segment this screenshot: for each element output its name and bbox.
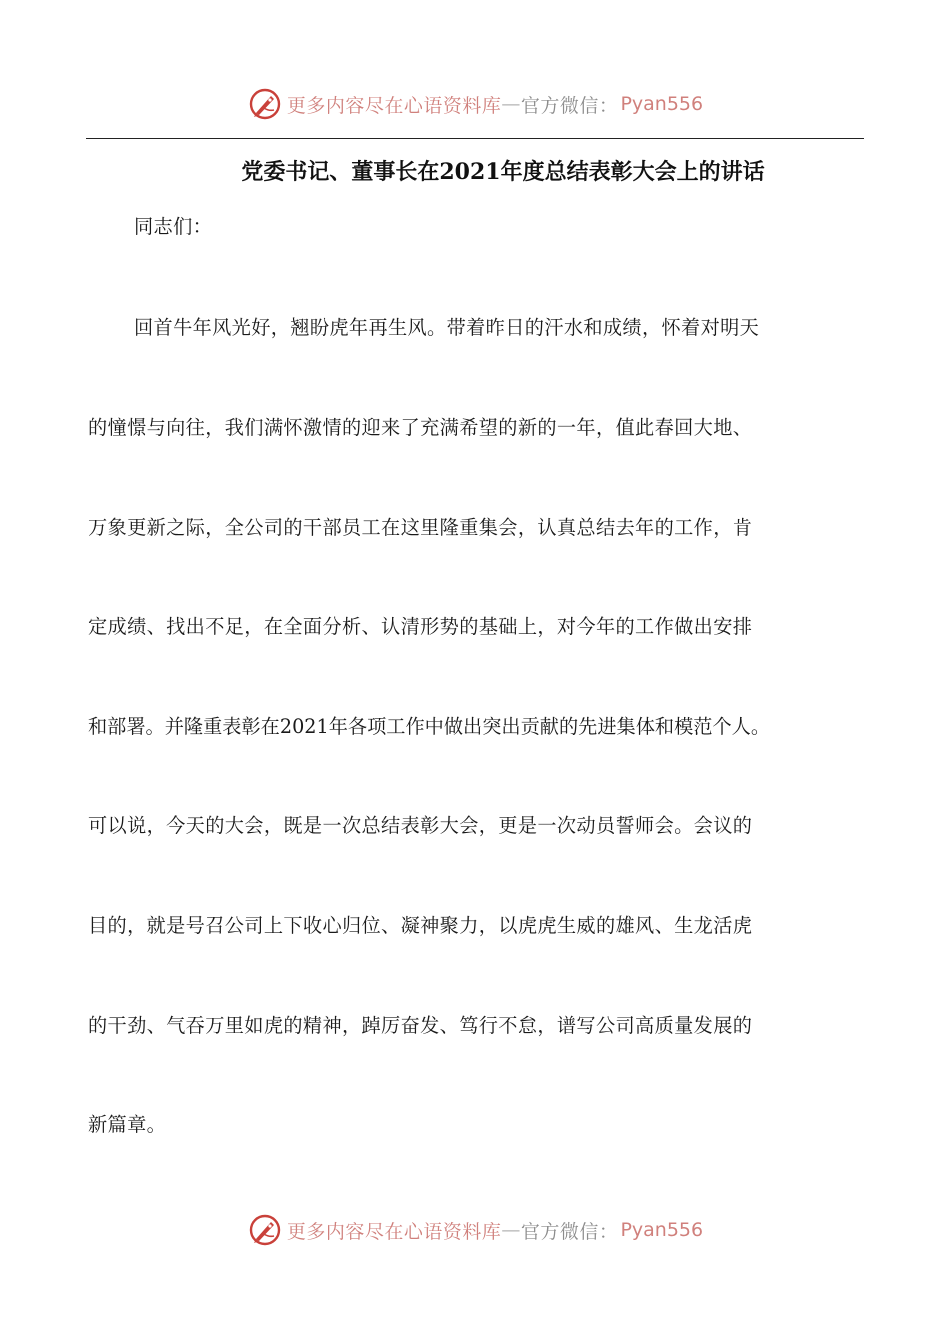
body-line: 万象更新之际，全公司的干部员工在这里隆重集会，认真总结去年的工作，肯 <box>88 516 753 539</box>
banner-dash: — <box>501 1219 521 1241</box>
body-line: 新篇章。 <box>88 1113 167 1136</box>
salutation: 同志们： <box>134 215 213 238</box>
banner-wechat-label: 官方微信： <box>520 94 619 117</box>
banner-text: 更多内容尽在心语资料库 <box>286 1220 502 1243</box>
banner-wechat-id: Pyan556 <box>620 1219 704 1241</box>
body-line: 和部署。并隆重表彰在2021年各项工作中做出突出贡献的先进集体和模范个人。 <box>88 715 771 738</box>
body-line: 可以说，今天的大会，既是一次总结表彰大会，更是一次动员誓师会。会议的 <box>88 814 753 837</box>
body-line: 的干劲、气吞万里如虎的精神，踔厉奋发、笃行不怠，谱写公司高质量发展的 <box>88 1014 753 1037</box>
body-line: 定成绩、找出不足，在全面分析、认清形势的基础上，对今年的工作做出安排 <box>88 615 753 638</box>
banner-text: 更多内容尽在心语资料库 <box>286 94 502 117</box>
banner-wechat-label: 官方微信： <box>520 1220 619 1243</box>
banner-wechat-id: Pyan556 <box>620 93 704 115</box>
body-line: 的憧憬与向往，我们满怀激情的迎来了充满希望的新的一年，值此春回大地、 <box>88 416 753 439</box>
pen-nib-logo-icon <box>247 86 283 122</box>
footer-banner <box>0 1208 950 1252</box>
body-line: 目的，就是号召公司上下收心归位、凝神聚力，以虎虎生威的雄风、生龙活虎 <box>88 914 753 937</box>
pen-nib-logo-icon <box>247 1212 283 1248</box>
header-banner <box>0 82 950 126</box>
banner-dash: — <box>501 93 521 115</box>
header-rule <box>86 138 864 139</box>
document-title: 党委书记、董事长在2021年度总结表彰大会上的讲话 <box>241 159 765 185</box>
body-line: 回首牛年风光好，翘盼虎年再生风。带着昨日的汗水和成绩，怀着对明天 <box>134 316 760 339</box>
